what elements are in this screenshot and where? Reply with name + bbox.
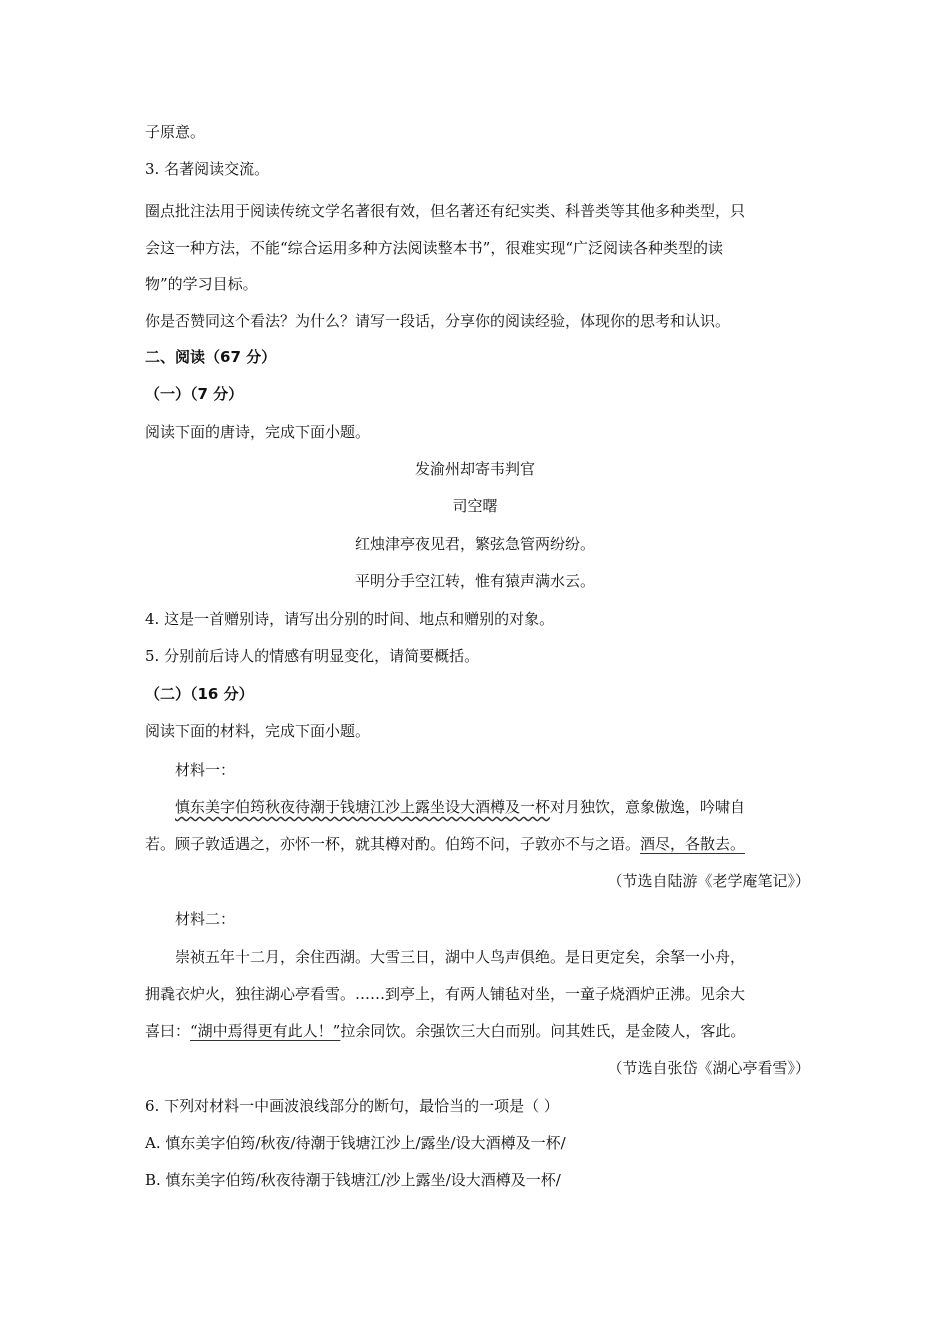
poem-line: 红烛津亭夜见君，繁弦急管两纷纷。 [354,535,595,553]
subsection-heading-2: （二）（16 分） [145,685,254,703]
text-span: 喜曰： [145,1022,191,1040]
text-line: 物”的学习目标。 [145,275,258,293]
material-2-line: 拥毳衣炉火，独往湖心亭看雪。……到亭上，有两人铺毡对坐，一童子烧酒炉正沸。见余大 [145,985,746,1003]
material-1-line [175,796,745,818]
question-5: 5. 分别前后诗人的情感有明显变化，请简要概括。 [145,647,480,665]
question-3: 3. 名著阅读交流。 [145,160,270,178]
text-line: 会这一种方法，不能“综合运用多种方法阅读整本书”，很难实现“广泛阅读各种类型的读 [145,239,724,257]
instruction-text: 阅读下面的唐诗，完成下面小题。 [145,423,371,441]
option-a: A. 慎东美字伯筠/秋夜/待潮于钱塘江沙上/露坐/设大酒樽及一杯/ [145,1134,566,1152]
text-line: 你是否赞同这个看法？为什么？请写一段话，分享你的阅读经验，体现你的思考和认识。 [145,312,731,330]
material-2-label: 材料二： [175,910,236,928]
material-1-line [145,833,745,855]
material-2-line: 崇祯五年十二月，余住西湖。大雪三日，湖中人鸟声俱绝。是日更定矣，余拏一小舟， [175,948,746,966]
subsection-heading-1: （一）（7 分） [145,385,244,403]
material-1-label: 材料一： [175,761,236,779]
text-span: 若。顾子敦适遇之，亦怀一杯，就其樽对酌。伯筠不问，子敦亦不与之语。 [145,835,641,853]
wavy-underlined-text: 慎东美字伯筠秋夜待潮于钱塘江沙上露坐设大酒樽及一杯 [175,798,551,816]
material-2-line [145,1020,745,1042]
underlined-text: 酒尽，各散去。 [640,835,746,853]
section-heading-reading: 二、阅读（67 分） [145,348,277,366]
material-2-source: （节选自张岱《湖心亭看雪》） [607,1059,810,1077]
underlined-text: “湖中焉得更有此人！” [190,1022,341,1040]
option-b: B. 慎东美字伯筠/秋夜待潮于钱塘江/沙上露坐/设大酒樽及一杯/ [145,1171,561,1189]
poem-line: 平明分手空江转，惟有猿声满水云。 [354,572,595,590]
poem-title: 发渝州却寄韦判官 [414,460,535,478]
poem-author: 司空曙 [452,497,498,515]
text-line: 子原意。 [145,123,206,141]
material-1-source: （节选自陆游《老学庵笔记》） [607,872,810,890]
text-span: 拉余同饮。余强饮三大白而别。问其姓氏，是金陵人，客此。 [340,1022,746,1040]
instruction-text: 阅读下面的材料，完成下面小题。 [145,722,371,740]
text-span: 对月独饮，意象傲逸，吟啸自 [550,798,746,816]
question-6: 6. 下列对材料一中画波浪线部分的断句，最恰当的一项是（ ） [145,1097,559,1115]
question-4: 4. 这是一首赠别诗，请写出分别的时间、地点和赠别的对象。 [145,610,555,628]
text-line: 圈点批注法用于阅读传统文学名著很有效，但名著还有纪实类、科普类等其他多种类型，只 [145,202,746,220]
